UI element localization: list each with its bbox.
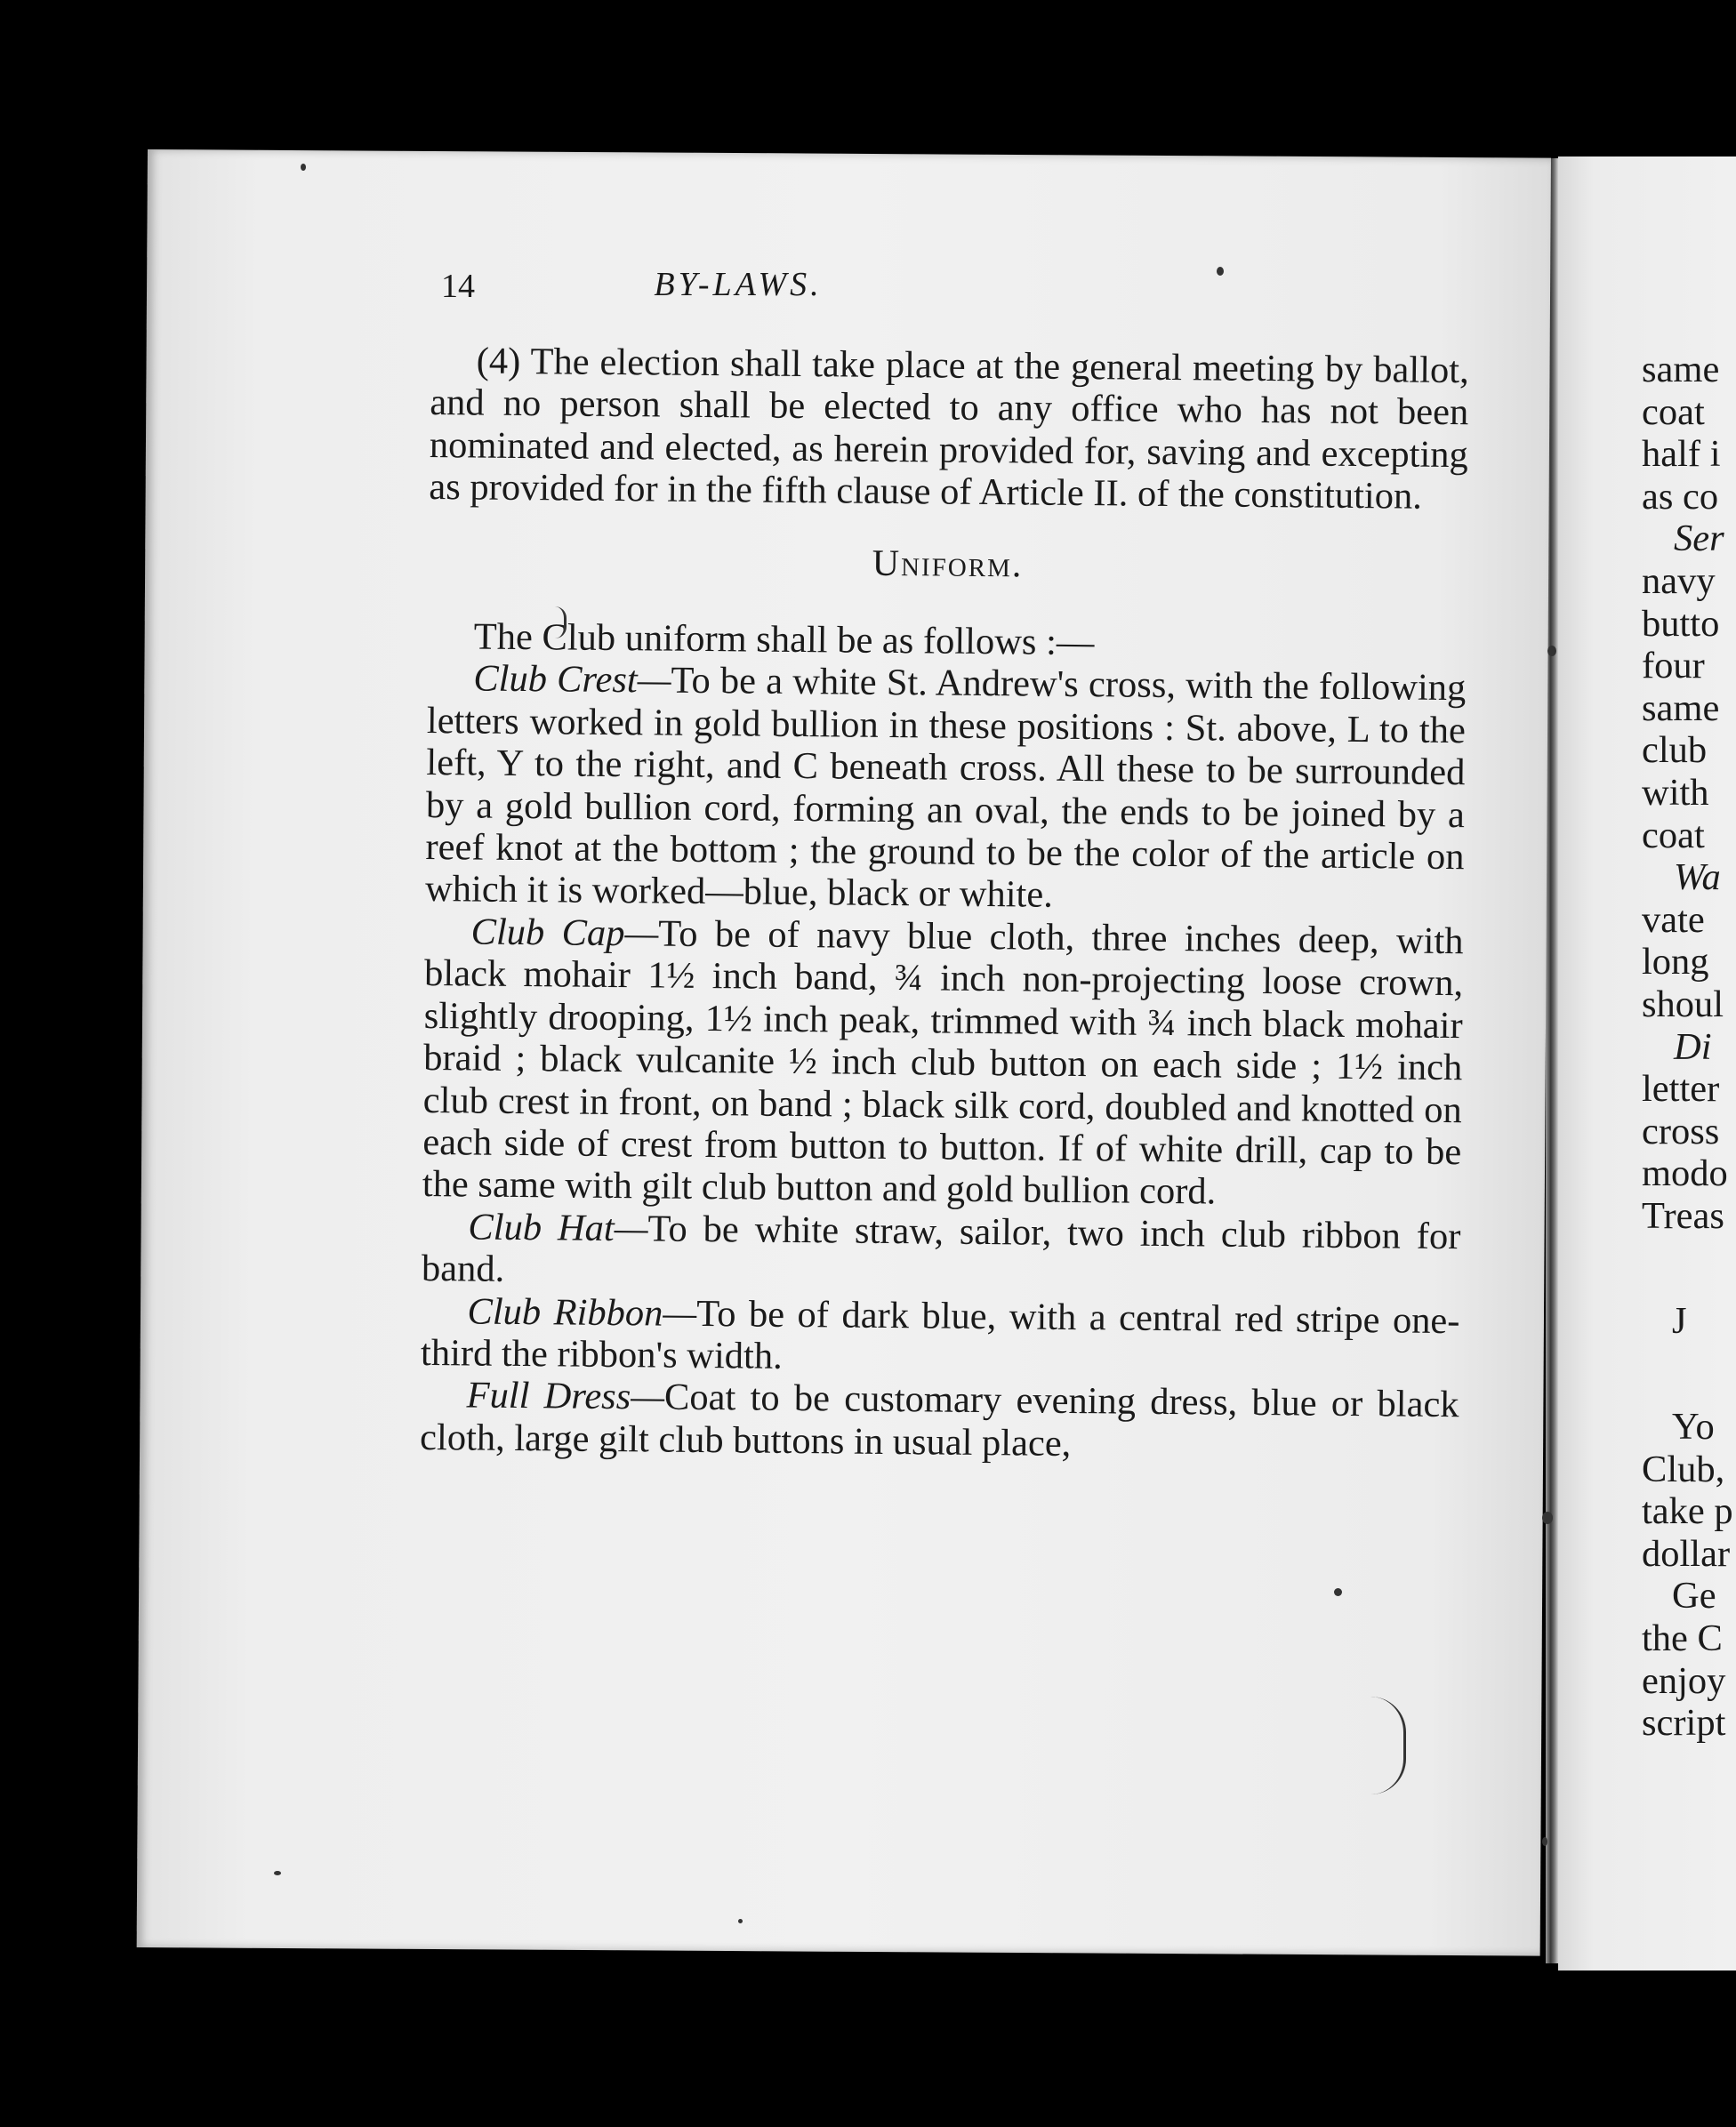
uniform-item (420, 1374, 1459, 1468)
facing-line: four (1642, 645, 1705, 687)
facing-line: Di (1674, 1025, 1712, 1068)
item-term: Club Crest— (473, 657, 671, 702)
scan-speck (738, 1919, 743, 1923)
item-text: To be a white St. Andrew's cross, with the following letters worked in gold bullion in these positions : St. above, L to the left, Y to the right, and C beneath cross. All these to be surrounded by a gold bullion cord, forming an oval, the ends to be joined by a reef knot at the bottom ; the ground to be the color of the article on which it is worked—blue, black or white. (424, 660, 1467, 917)
facing-line: coat (1642, 390, 1705, 433)
item-term: Club Ribbon— (467, 1289, 697, 1335)
facing-line: Yo (1672, 1406, 1715, 1449)
facing-line: Club, (1642, 1448, 1725, 1490)
facing-line: cross (1642, 1110, 1720, 1152)
scan-speck (1547, 646, 1556, 656)
facing-line: vate (1642, 898, 1705, 941)
section-heading (428, 539, 1467, 592)
item-term: Full Dress— (466, 1374, 665, 1418)
facing-line: Ser (1674, 518, 1724, 560)
facing-line: shoul (1642, 983, 1724, 1025)
item-text: Coat to be customary evening dress, blue or black cloth, large gilt club buttons in usual place, (419, 1376, 1459, 1465)
scan-speck (274, 1871, 281, 1875)
facing-line: long (1642, 941, 1709, 983)
item-term: Club Hat— (468, 1206, 648, 1250)
running-head: BY-LAWS. (654, 266, 823, 303)
facing-line: the C (1642, 1617, 1723, 1660)
facing-line: script (1642, 1702, 1726, 1745)
facing-line: coat (1642, 814, 1705, 856)
uniform-intro: The Club uniform shall be as follows :— (473, 615, 1095, 664)
uniform-item (422, 1206, 1461, 1300)
facing-line (1642, 1237, 1736, 1300)
pencil-mark (1341, 1697, 1406, 1794)
facing-line: letter (1642, 1068, 1720, 1111)
item-term: Club Cap— (470, 911, 659, 955)
section-heading-text: Uniform. (872, 542, 1024, 586)
facing-line: dollar (1642, 1532, 1731, 1575)
facing-line: enjoy (1642, 1659, 1726, 1702)
facing-line: same (1642, 686, 1720, 729)
election-paragraph: (4) The election shall take place at the general meeting by ballot, and no person shall be elected to any office who has not been nominated and elected, as herein provided for, saving and excepting as provided for in the fifth clause of Article II. of the constitution. (429, 340, 1469, 518)
facing-line: same (1642, 349, 1720, 390)
scan-speck (1542, 1837, 1547, 1846)
item-text: To be white straw, sailor, two inch club ribbon for band. (421, 1208, 1461, 1290)
uniform-item (422, 911, 1464, 1216)
facing-page-text (1642, 349, 1736, 1745)
facing-line: butto (1642, 602, 1720, 645)
scan-speck (1334, 1588, 1342, 1596)
uniform-item (421, 1289, 1460, 1384)
facing-line: as co (1642, 475, 1719, 518)
facing-line: modo (1642, 1152, 1728, 1195)
facing-line: half i (1642, 433, 1721, 476)
facing-line: with (1642, 771, 1709, 814)
facing-line: Ge (1672, 1575, 1716, 1617)
item-text: To be of dark blue, with a central red stripe one-third the ribbon's width. (420, 1292, 1460, 1377)
facing-line: club (1642, 729, 1708, 772)
scan-speck (301, 164, 306, 171)
uniform-item (425, 657, 1467, 920)
facing-line: take p (1642, 1490, 1733, 1533)
facing-line: navy (1642, 559, 1716, 602)
facing-line: Treas (1642, 1194, 1724, 1237)
page-number: 14 (441, 268, 475, 305)
facing-line: J (1672, 1300, 1687, 1343)
page-body (420, 340, 1469, 1468)
scan-speck (1217, 267, 1224, 276)
facing-line: Wa (1674, 856, 1721, 899)
facing-spacer (1642, 1343, 1736, 1406)
scan-speck (1542, 1512, 1553, 1524)
item-text: To be of navy blue cloth, three inches deep, with black mohair 1½ inch band, ¾ inch non-projecting loose crown, slightly drooping, 1½ inch peak, trimmed with ¾ inch black mohair braid ; black vulcanite ½ inch club button on each side ; 1½ inch club crest in front, on band ; black silk cord, doubled and knotted on each side of crest from button to button. If of white drill, cap to be the same with gilt club button and gold bullion cord. (422, 912, 1464, 1213)
